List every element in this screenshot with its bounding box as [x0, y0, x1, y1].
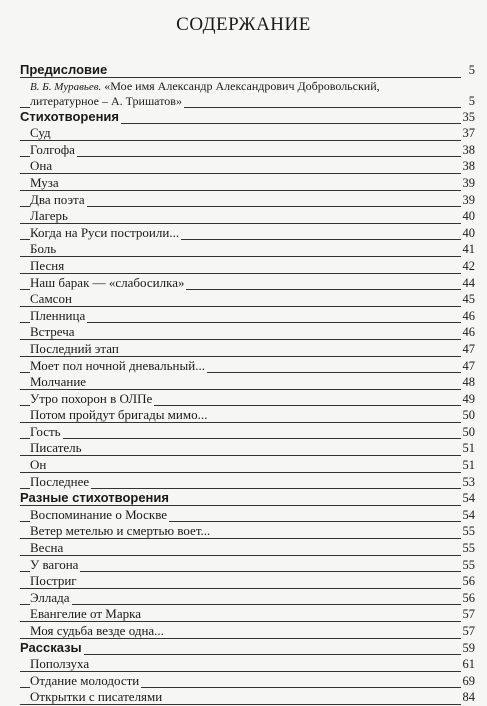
toc-entry[interactable]: [20, 457, 475, 474]
dot-leader: [20, 140, 461, 141]
entry-label: Писатель: [30, 440, 82, 456]
page-number: 45: [462, 292, 475, 307]
toc-note-line-2[interactable]: [20, 94, 475, 109]
toc-section[interactable]: [20, 640, 475, 657]
toc-section[interactable]: [20, 109, 475, 126]
page-number: 5: [468, 63, 475, 77]
page-number: 69: [462, 673, 475, 688]
entry-label: Пленница: [30, 307, 86, 323]
entry-label: Голгофа: [30, 141, 75, 157]
page-number: 46: [462, 308, 475, 323]
page-number: 5: [468, 93, 475, 108]
page-number: 39: [462, 175, 475, 190]
toc-entry[interactable]: [20, 606, 475, 623]
page-number: 49: [462, 391, 475, 406]
toc-sections: [20, 109, 475, 706]
entry-label: Молчание: [30, 374, 87, 390]
toc-entry[interactable]: [20, 623, 475, 640]
entry-label: Суд: [30, 125, 51, 141]
dot-leader: [20, 223, 461, 224]
section-label: Предисловие: [20, 62, 108, 77]
dot-leader: [20, 256, 461, 257]
entry-label: Песня: [30, 257, 65, 273]
toc-entry[interactable]: [20, 424, 475, 441]
toc-entry[interactable]: [20, 573, 475, 590]
toc-entry[interactable]: [20, 374, 475, 391]
toc-section[interactable]: [20, 490, 475, 507]
page-number: 55: [462, 524, 475, 539]
page-number: 55: [462, 557, 475, 572]
entry-label: Открытки с писателями: [30, 689, 163, 705]
note-line-2: литературное – А. Тришатов»: [30, 93, 182, 108]
page-number: 51: [462, 458, 475, 473]
page-number: 59: [462, 640, 475, 655]
dot-leader: [20, 273, 461, 274]
toc-entry[interactable]: [20, 673, 475, 690]
toc-entry[interactable]: [20, 225, 475, 242]
dot-leader: [20, 588, 461, 589]
page-number: 38: [462, 142, 475, 157]
page-number: 50: [462, 424, 475, 439]
page-number: 61: [462, 657, 475, 672]
page-number: 40: [462, 225, 475, 240]
toc-entry[interactable]: [20, 590, 475, 607]
toc-entry[interactable]: [20, 324, 475, 341]
entry-label: Гость: [30, 423, 61, 439]
page-number: 56: [462, 574, 475, 589]
toc-entry[interactable]: [20, 125, 475, 142]
section-label: Рассказы: [20, 639, 82, 655]
dot-leader: [20, 704, 461, 705]
toc-entry[interactable]: [20, 440, 475, 457]
dot-leader: [20, 571, 461, 572]
toc-entry[interactable]: [20, 557, 475, 574]
page-number: 44: [462, 275, 475, 290]
entry-label: Отдание молодости: [30, 672, 140, 688]
page-number: 48: [462, 375, 475, 390]
page-title: СОДЕРЖАНИЕ: [176, 14, 311, 35]
page-number: 50: [462, 408, 475, 423]
toc-entry[interactable]: [20, 507, 475, 524]
toc-entry[interactable]: [20, 689, 475, 706]
toc-entry[interactable]: [20, 358, 475, 375]
dot-leader: [20, 306, 461, 307]
dot-leader: [20, 455, 461, 456]
entry-label: Потом пройдут бригады мимо...: [30, 407, 208, 423]
entry-label: Лагерь: [30, 208, 68, 224]
page-number: 47: [462, 341, 475, 356]
entry-label: Последнее: [30, 473, 90, 489]
toc-entry[interactable]: [20, 208, 475, 225]
dot-leader: [20, 156, 461, 157]
dot-leader: [20, 438, 461, 439]
page-number: 41: [462, 242, 475, 257]
entry-label: Самсон: [30, 291, 72, 307]
entry-label: Два поэта: [30, 191, 85, 207]
section-label: Разные стихотворения: [20, 490, 169, 506]
entry-label: Она: [30, 158, 53, 174]
entry-label: Моя судьба везде одна...: [30, 623, 164, 638]
entry-label: Воспоминание о Москве: [30, 506, 168, 522]
page-number: 54: [462, 507, 475, 522]
page-number: 46: [462, 325, 475, 340]
toc-entry[interactable]: [20, 407, 475, 424]
page-number: 56: [462, 590, 475, 605]
entry-label: Поползуха: [30, 656, 90, 672]
page-number: 47: [462, 358, 475, 373]
toc-entry[interactable]: [20, 391, 475, 408]
toc-entry[interactable]: [20, 258, 475, 275]
dot-leader: [20, 339, 461, 340]
toc-note-line-1[interactable]: [20, 79, 475, 94]
entry-label: Когда на Руси построили...: [30, 224, 180, 240]
note-author: В. Б. Муравьев.: [30, 80, 102, 93]
page-number: 57: [462, 624, 475, 638]
dot-leader: [20, 173, 461, 174]
page-number: 40: [462, 209, 475, 224]
toc-entry[interactable]: [20, 308, 475, 325]
toc-entry[interactable]: [20, 142, 475, 159]
table-of-contents: [20, 62, 475, 706]
note-line-1: «Мое имя Александр Александрович Добровольский,: [104, 78, 380, 93]
toc-entry[interactable]: [20, 540, 475, 557]
entry-label: Постриг: [30, 573, 77, 589]
dot-leader: [20, 538, 461, 539]
note-text: [30, 79, 382, 93]
section-label: Стихотворения: [20, 108, 119, 124]
toc-entry[interactable]: [20, 341, 475, 358]
page-number: 42: [462, 258, 475, 273]
toc-entry[interactable]: [20, 175, 475, 192]
toc-entry[interactable]: [20, 275, 475, 292]
page-number: 38: [462, 159, 475, 174]
page-number: 53: [462, 474, 475, 489]
dot-leader: [20, 190, 461, 191]
entry-label: Наш барак — «слабосилка»: [30, 274, 185, 290]
page-number: 37: [462, 126, 475, 141]
entry-label: У вагона: [30, 556, 79, 572]
entry-label: Встреча: [30, 324, 75, 340]
entry-label: Весна: [30, 540, 64, 556]
page-number: 54: [462, 491, 475, 506]
toc-entry[interactable]: [20, 656, 475, 673]
entry-label: Эллада: [30, 589, 70, 605]
toc-entry[interactable]: [20, 474, 475, 491]
entry-label: Боль: [30, 241, 57, 257]
toc-entry[interactable]: [20, 523, 475, 540]
entry-label: Утро похорон в ОЛПе: [30, 390, 153, 406]
page-number: 35: [462, 109, 475, 124]
page-number: 39: [462, 192, 475, 207]
toc-entry[interactable]: [20, 192, 475, 209]
entry-label: Ветер метелью и смертью воет...: [30, 523, 211, 539]
dot-leader: [20, 422, 461, 423]
toc-entry[interactable]: [20, 241, 475, 258]
toc-section-preface[interactable]: [20, 62, 475, 79]
toc-entry[interactable]: [20, 291, 475, 308]
dot-leader: [20, 472, 461, 473]
entry-label: Евангелие от Марка: [30, 606, 142, 622]
entry-label: Последний этап: [30, 340, 119, 356]
toc-entry[interactable]: [20, 158, 475, 175]
page-number: 51: [462, 441, 475, 456]
entry-label: Моет пол ночной дневальный...: [30, 357, 205, 373]
page-number: 84: [462, 690, 475, 705]
dot-leader: [20, 555, 461, 556]
entry-label: Он: [30, 457, 47, 473]
page-number: 57: [462, 607, 475, 622]
dot-leader: [20, 621, 461, 622]
entry-label: Муза: [30, 174, 59, 190]
page-number: 55: [462, 541, 475, 556]
